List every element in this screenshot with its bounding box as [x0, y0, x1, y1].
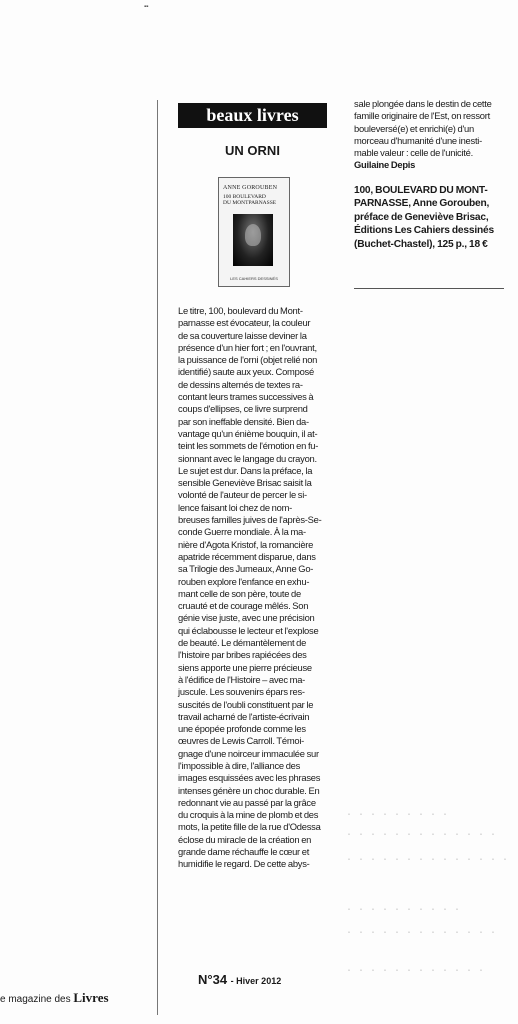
text-line: 100, BOULEVARD DU MONT-: [354, 184, 488, 196]
cover-publisher: LES CAHIERS DESSINÉS: [230, 276, 278, 281]
text-line: contant leurs trames successives à: [178, 391, 314, 403]
bleed-through-text: · · · · · · · · · · · · · ·: [346, 855, 509, 866]
text-line: volonté de l'auteur de percer le si-: [178, 489, 307, 501]
text-line: l'histoire par bribes rapiécées des: [178, 649, 307, 661]
section-rubric: beaux livres: [178, 103, 327, 128]
text-line: génie vise juste, avec une précision: [178, 612, 315, 624]
issue-label: [198, 972, 281, 987]
text-line: humidifie le regard. De cette abys-: [178, 858, 310, 870]
text-line: cruauté et de courage mêlés. Son: [178, 600, 309, 612]
text-line: mant celle de son père, toute de: [178, 587, 301, 599]
text-line: mable valeur : celle de l'unicité.: [354, 147, 473, 159]
article-signature: Guilaine Depis: [354, 159, 416, 171]
text-line: de dessins alternés de textes ra-: [178, 378, 303, 390]
text-line: par son ineffable densité. Bien da-: [178, 415, 309, 427]
text-line: sale plongée dans le destin de cette: [354, 98, 492, 109]
text-line: morceau d'humanité d'une inesti-: [354, 134, 483, 146]
text-line: PARNASSE, Anne Gorouben,: [354, 198, 490, 210]
text-line: la puissance de l'orni (objet relié non: [178, 354, 318, 366]
text-line: nière d'Agota Kristof, la romancière: [178, 538, 314, 550]
text-line: vantage qu'un énième bouquin, il at-: [178, 427, 318, 439]
text-line: qui éclabousse le lecteur et l'explose: [178, 624, 319, 636]
reference-divider: [354, 288, 504, 289]
text-line: famille originaire de l'Est, on ressort: [354, 110, 490, 122]
text-line: parnasse est évocateur, la couleur: [178, 317, 311, 329]
text-line: breuses familles juives de l'après-Se-: [178, 514, 322, 526]
bleed-through-text: · · · · · · · · · · · · ·: [346, 928, 497, 939]
column-divider: [157, 100, 158, 1015]
text-line: sensible Geneviève Brisac saisit la: [178, 477, 312, 489]
text-line: Éditions Les Cahiers dessinés: [354, 225, 494, 237]
text-line: préface de Geneviève Brisac,: [354, 211, 489, 223]
text-line: à l'édifice de l'Histoire – avec ma-: [178, 673, 306, 685]
article-continuation-column: [354, 98, 514, 251]
text-line: l'impossible à dire, l'alliance des: [178, 759, 301, 771]
text-line: mots, la petite fille de la rue d'Odessa: [178, 821, 321, 833]
text-line: grande dame réchauffe le cœur et: [178, 846, 310, 858]
text-line: sa Trilogie des Jumeaux, Anne Go-: [178, 563, 314, 575]
cover-title-line: DU MONTPARNASSE: [223, 200, 277, 206]
issue-season: - Hiver 2012: [230, 976, 282, 986]
text-line: lence faisant loi chez de nom-: [178, 501, 293, 513]
bleed-through-text: · · · · · · · · · · · · ·: [346, 830, 497, 841]
cover-illustration: [233, 214, 273, 266]
cover-title-line: 100 BOULEVARD: [223, 194, 266, 200]
article-continuation: [354, 98, 514, 159]
magazine-name: [0, 990, 109, 1006]
text-line: Le sujet est dur. Dans la préface, la: [178, 464, 313, 476]
cover-title: [223, 194, 285, 206]
magazine-prefix: e magazine des: [0, 994, 71, 1005]
text-line: suscités de l'oubli constituent par le: [178, 698, 314, 710]
text-line: rouben explore l'enfance en exhu-: [178, 575, 310, 587]
cover-author: ANNE GOROUBEN: [223, 185, 278, 191]
text-line: identifié) saute aux yeux. Composé: [178, 366, 314, 378]
text-line: coups d'ellipses, ce livre surprend: [178, 403, 308, 415]
text-line: (Buchet-Chastel), 125 p., 18 €: [354, 238, 488, 250]
text-line: bouleversé(e) et enrichi(e) d'un: [354, 122, 474, 134]
text-line: œuvres de Lewis Carroll. Témoi-: [178, 735, 305, 747]
book-cover: [218, 177, 290, 287]
text-line: une épopée profonde comme les: [178, 723, 306, 735]
article-body: [178, 305, 327, 871]
article-headline: UN ORNI: [225, 143, 280, 158]
text-line: juscule. Les souvenirs épars res-: [178, 686, 305, 698]
text-line: gnage d'une noirceur immaculée sur: [178, 747, 319, 759]
text-line: Le titre, 100, boulevard du Mont-: [178, 305, 303, 316]
text-line: intenses génère un choc durable. En: [178, 784, 320, 796]
text-line: de beauté. Le démantèlement de: [178, 637, 307, 649]
magazine-title: Livres: [73, 990, 109, 1005]
text-line: travail acharné de l'artiste-écrivain: [178, 710, 310, 722]
text-line: éclose du miracle de la création en: [178, 833, 312, 845]
text-line: siens apporte une pierre précieuse: [178, 661, 312, 673]
text-line: sionnant avec le langage du crayon.: [178, 452, 317, 464]
bleed-through-text: · · · · · · · · ·: [346, 810, 449, 821]
issue-number: N°34: [198, 972, 228, 987]
text-line: du croquis à la mine de plomb et des: [178, 809, 319, 821]
bleed-through-text: · · · · · · · · · · · ·: [346, 966, 485, 977]
text-line: teint les sommets de l'émotion en fu-: [178, 440, 319, 452]
text-line: conde Guerre mondiale. À la ma-: [178, 526, 306, 538]
bleed-through-text: · · · · · · · · · ·: [346, 905, 461, 916]
text-line: images esquissées avec les phrases: [178, 772, 321, 784]
text-line: de sa couverture laisse deviner la: [178, 329, 307, 341]
text-line: apatride récemment disparue, dans: [178, 550, 316, 562]
text-line: présence d'un hier fort ; en l'ouvrant,: [178, 341, 317, 353]
book-reference: [354, 184, 514, 252]
scan-mark: ▪▫▪: [144, 4, 148, 10]
text-line: redonnant vie au passé par la grâce: [178, 796, 316, 808]
